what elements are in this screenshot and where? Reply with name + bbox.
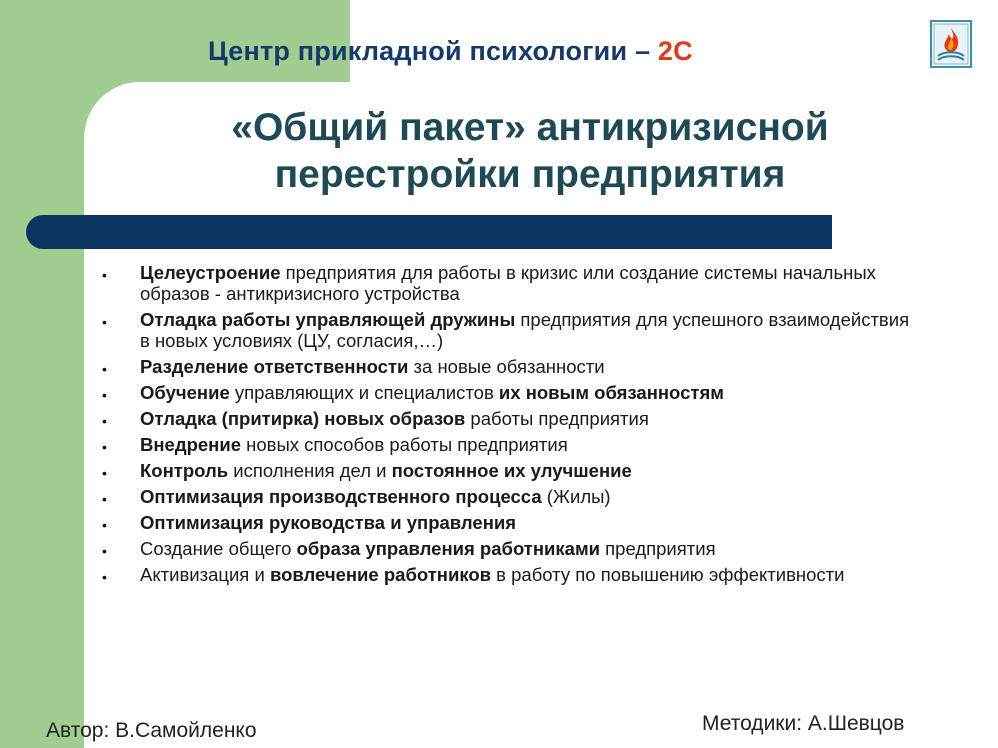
bullet-icon: •: [102, 517, 107, 533]
list-item-text: новых способов работы предприятия: [241, 434, 568, 455]
methods-credit: Методики: А.Шевцов: [702, 712, 905, 735]
list-item: [100, 356, 920, 377]
bullet-icon: •: [102, 387, 107, 403]
list-item: [100, 460, 920, 481]
list-item-bold-text: Отладка работы управляющей дружины: [140, 309, 516, 330]
list-item: [100, 408, 920, 429]
list-item-bold-text: Внедрение: [140, 434, 241, 455]
bullet-icon: •: [102, 439, 107, 455]
list-item-text: исполнения дел и: [228, 460, 392, 481]
list-item-text: предприятия для работы в кризис или создание системы начальных образов - антикризисного устройства: [140, 262, 876, 304]
bullet-icon: •: [102, 413, 107, 429]
list-item-bold-text: Оптимизация руководства и управления: [140, 512, 517, 533]
bullet-list: [100, 262, 920, 590]
bullet-icon: •: [102, 491, 107, 507]
bullet-icon: •: [102, 465, 107, 481]
bullet-icon: •: [102, 543, 107, 559]
bullet-icon: •: [102, 569, 107, 585]
author-credit: Автор: В.Самойленко: [46, 719, 257, 742]
list-item-bold-text: образа управления работниками: [296, 538, 600, 559]
list-item-bold-text: Отладка (притирка) новых образов: [140, 408, 466, 429]
list-item-text: Создание общего: [140, 538, 297, 559]
list-item: [100, 486, 920, 507]
list-item-text: в работу по повышению эффективности: [491, 564, 845, 585]
list-item-bold-text: постоянное их улучшение: [391, 460, 632, 481]
slide-title: [150, 104, 910, 198]
list-item: [100, 564, 920, 585]
slide-title-line-1: «Общий пакет» антикризисной: [231, 106, 829, 149]
list-item-text: предприятия для успешного взаимодействия в новых условиях (ЦУ, согласия,…): [140, 309, 910, 351]
org-title-text: Центр прикладной психологии –: [208, 36, 658, 66]
list-item-text: управляющих и специалистов: [229, 382, 499, 403]
list-item-text: за новые обязанности: [408, 356, 605, 377]
list-item: [100, 309, 920, 351]
list-item-bold-text: вовлечение работников: [269, 564, 492, 585]
list-item-text: работы предприятия: [465, 408, 649, 429]
slide-title-line-2: перестройки предприятия: [274, 153, 786, 196]
title-divider-bar: [26, 215, 832, 249]
bullet-icon: •: [102, 314, 107, 330]
list-item: [100, 512, 920, 533]
list-item-bold-text: Контроль: [140, 460, 229, 481]
list-item: [100, 382, 920, 403]
bullet-icon: •: [102, 361, 107, 377]
bullet-icon: •: [102, 267, 107, 283]
list-item-bold-text: Разделение ответственности: [140, 356, 409, 377]
list-item-bold-text: Оптимизация производственного процесса: [140, 486, 542, 507]
list-item-text: (Жилы): [541, 486, 611, 507]
list-item: [100, 262, 920, 304]
list-item-text: предприятия: [600, 538, 716, 559]
org-title-accent: 2С: [657, 36, 693, 66]
flame-logo-icon: [930, 20, 972, 68]
list-item: [100, 434, 920, 455]
list-item-bold-text: Обучение: [140, 382, 230, 403]
org-title: [208, 36, 693, 67]
list-item-bold-text: их новым обязанностям: [498, 382, 724, 403]
list-item-text: Активизация и: [140, 564, 270, 585]
list-item: [100, 538, 920, 559]
list-item-bold-text: Целеустроение: [140, 262, 281, 283]
